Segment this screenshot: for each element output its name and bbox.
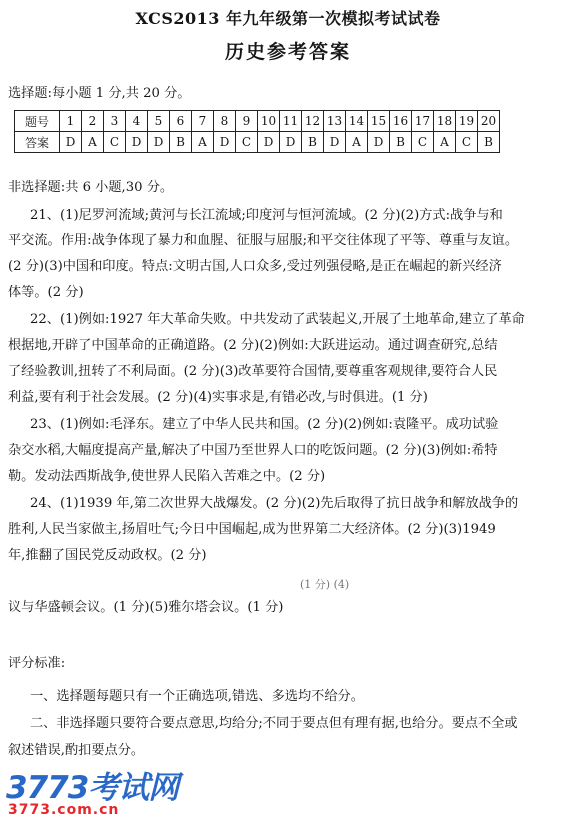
nonchoice-intro: 非选择题:共 6 小题,30 分。 (8, 180, 174, 195)
row-label: 题号 (15, 111, 60, 132)
answer-line: 利益,要有利于社会发展。(2 分)(4)实事求是,有错必改,与时俱进。(1 分) (8, 390, 428, 405)
watermark-brand: 3773考试网 (6, 770, 179, 806)
answer-table-row (15, 132, 500, 153)
question-number: 16 (390, 111, 412, 132)
question-number: 11 (280, 111, 302, 132)
answer-letter: B (390, 132, 412, 153)
answer-line: (2 分)(3)中国和印度。特点:文明古国,人口众多,受过列强侵略,是正在崛起的新兴经济 (8, 259, 502, 274)
question-number: 7 (192, 111, 214, 132)
question-number: 13 (324, 111, 346, 132)
question-number: 12 (302, 111, 324, 132)
question-number: 3 (104, 111, 126, 132)
answer-line: 胜利,人民当家做主,扬眉吐气;今日中国崛起,成为世界第二大经济体。(2 分)(3)1949 (8, 522, 496, 537)
answer-letter: A (434, 132, 456, 153)
row-label: 答案 (15, 132, 60, 153)
question-number: 2 (82, 111, 104, 132)
answer-letter: D (368, 132, 390, 153)
answer-letter: D (214, 132, 236, 153)
answer-letter: C (236, 132, 258, 153)
answer-line: 年,推翻了国民党反动政权。(2 分) (8, 548, 207, 563)
question-number: 17 (412, 111, 434, 132)
answer-line: 体等。(2 分) (8, 285, 84, 300)
question-number: 20 (478, 111, 500, 132)
scoring-item: 二、非选择题只要符合要点意思,均给分;不同于要点但有理有据,也给分。要点不全或 (30, 716, 518, 731)
answer-line: 根据地,开辟了中国革命的正确道路。(2 分)(2)例如:大跃进运动。通过调查研究,总结 (8, 338, 498, 353)
question-number: 14 (346, 111, 368, 132)
answer-letter: C (412, 132, 434, 153)
answer-line: 杂交水稻,大幅度提高产量,解决了中国乃至世界人口的吃饭问题。(2 分)(3)例如:希特 (8, 443, 498, 458)
answer-letter: D (280, 132, 302, 153)
answer-line: 平交流。作用:战争体现了暴力和血腥、征服与屈服;和平交往体现了平等、尊重与友谊。 (8, 233, 519, 248)
question-number: 19 (456, 111, 478, 132)
answer-line: 了经验教训,扭转了不利局面。(2 分)(3)改革要符合国情,要尊重客观规律,要符合人民 (8, 364, 498, 379)
answer-table (14, 110, 500, 153)
answer-letter: C (456, 132, 478, 153)
smudged-text: (1 分) (4) (300, 578, 350, 590)
question-number: 1 (60, 111, 82, 132)
question-number: 4 (126, 111, 148, 132)
question-number: 5 (148, 111, 170, 132)
watermark-domain: 3773.com.cn (8, 802, 120, 818)
answer-letter: A (192, 132, 214, 153)
answer-line: 24、(1)1939 年,第二次世界大战爆发。(2 分)(2)先后取得了抗日战争和解放战争的 (30, 496, 519, 511)
question-number: 15 (368, 111, 390, 132)
answer-letter: D (60, 132, 82, 153)
answer-letter: D (324, 132, 346, 153)
scoring-title: 评分标准: (8, 656, 66, 671)
question-number: 10 (258, 111, 280, 132)
exam-subtitle: 历史参考答案 (224, 41, 351, 63)
answer-letter: C (104, 132, 126, 153)
question-number: 9 (236, 111, 258, 132)
answer-letter: B (302, 132, 324, 153)
answer-letter: A (346, 132, 368, 153)
question-number: 6 (170, 111, 192, 132)
answer-letter: A (82, 132, 104, 153)
answer-letter: D (126, 132, 148, 153)
answer-line: 22、(1)例如:1927 年大革命失败。中共发动了武装起义,开展了土地革命,建立了革命 (30, 312, 525, 327)
answer-line: 议与华盛顿会议。(1 分)(5)雅尔塔会议。(1 分) (8, 600, 284, 615)
answer-line: 勒。发动法西斯战争,使世界人民陷入苦难之中。(2 分) (8, 469, 326, 484)
exam-title: XCS2013 年九年级第一次模拟考试试卷 (135, 9, 441, 28)
answer-line: 21、(1)尼罗河流域;黄河与长江流域;印度河与恒河流域。(2 分)(2)方式:战争与和 (30, 208, 503, 223)
answer-letter: B (478, 132, 500, 153)
answer-letter: D (258, 132, 280, 153)
site-watermark-logo (4, 762, 204, 826)
answer-letter: D (148, 132, 170, 153)
answer-table-row (15, 111, 500, 132)
question-number: 8 (214, 111, 236, 132)
scoring-item: 一、选择题每题只有一个正确选项,错选、多选均不给分。 (30, 689, 364, 704)
scoring-item: 叙述错误,酌扣要点分。 (8, 743, 145, 758)
answer-line: 23、(1)例如:毛泽东。建立了中华人民共和国。(2 分)(2)例如:袁隆平。成功试验 (30, 417, 499, 432)
choice-intro: 选择题:每小题 1 分,共 20 分。 (8, 86, 191, 101)
answer-letter: B (170, 132, 192, 153)
question-number: 18 (434, 111, 456, 132)
